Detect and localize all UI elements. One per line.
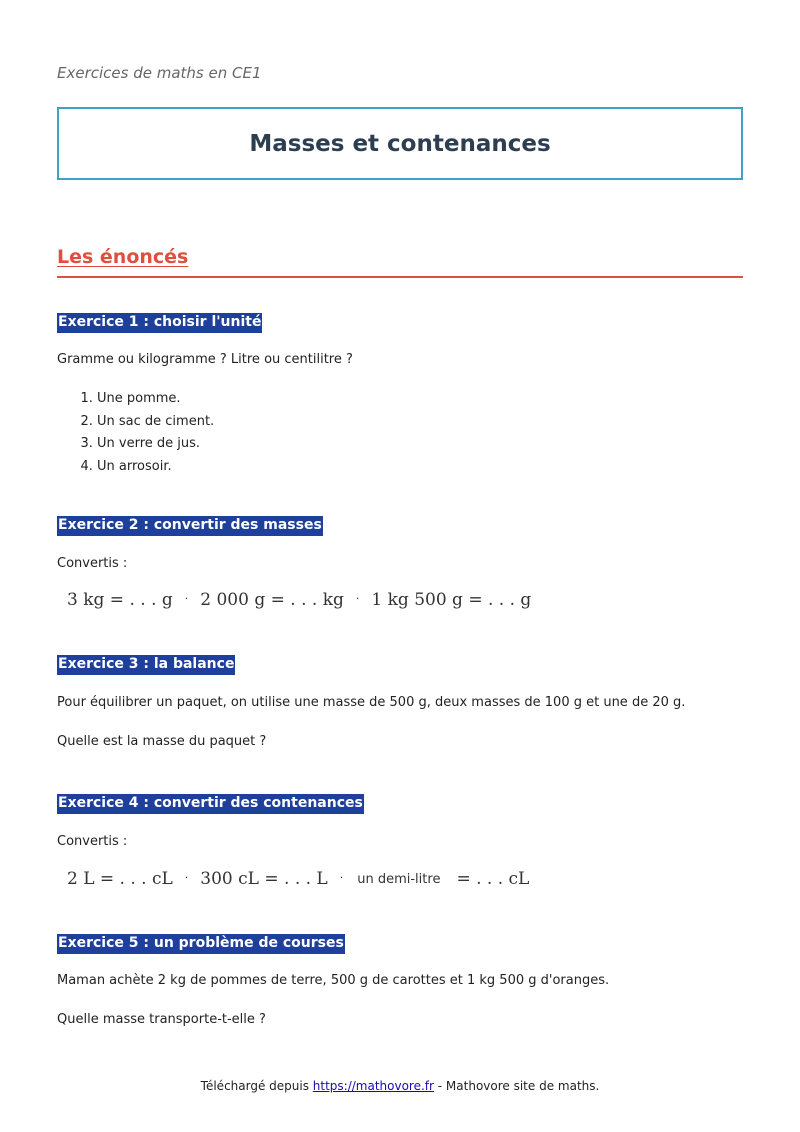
- exercise-1-list: [57, 388, 214, 478]
- exercise-5-line: Maman achète 2 kg de pommes de terre, 500 g de carottes et 1 kg 500 g d'oranges.: [57, 973, 610, 988]
- math-expression: 1 kg 500 g = . . . g: [371, 590, 532, 610]
- math-expression: = . . . cL: [456, 869, 530, 889]
- page-subtitle: Exercices de maths en CE1: [57, 64, 262, 82]
- exercise-3-line: Pour équilibrer un paquet, on utilise une masse de 500 g, deux masses de 100 g et une de 20 g.: [57, 695, 686, 710]
- exercise-1-title: Exercice 1 : choisir l'unité: [57, 313, 262, 333]
- page-title: Masses et contenances: [249, 130, 551, 157]
- exercise-3-title: Exercice 3 : la balance: [57, 655, 235, 675]
- list-item: 2. Un sac de ciment.: [97, 411, 214, 434]
- math-expression: 300 cL = . . . L: [200, 869, 328, 889]
- list-item: 4. Un arrosoir.: [97, 456, 214, 479]
- math-text: un demi-litre: [357, 872, 441, 887]
- separator: ·: [184, 592, 189, 605]
- exercise-5-question: Quelle masse transporte-t-elle ?: [57, 1012, 266, 1027]
- exercise-3-question: Quelle est la masse du paquet ?: [57, 734, 267, 749]
- exercise-4-title: Exercice 4 : convertir des contenances: [57, 794, 364, 814]
- exercise-5-title: Exercice 5 : un problème de courses: [57, 934, 345, 954]
- math-expression: 3 kg = . . . g: [67, 590, 173, 610]
- separator: ·: [184, 871, 189, 884]
- exercise-1-intro: Gramme ou kilogramme ? Litre ou centilitre ?: [57, 352, 353, 367]
- exercise-4-math: [67, 869, 529, 889]
- section-title: Les énoncés: [57, 246, 743, 278]
- separator: ·: [355, 592, 360, 605]
- list-item: 1. Une pomme.: [97, 388, 214, 411]
- list-item: 3. Un verre de jus.: [97, 433, 214, 456]
- title-box: [57, 107, 743, 180]
- exercise-2-title: Exercice 2 : convertir des masses: [57, 516, 323, 536]
- footer-suffix: - Mathovore site de maths.: [433, 1079, 600, 1093]
- exercise-2-intro: Convertis :: [57, 556, 128, 571]
- math-expression: 2 000 g = . . . kg: [200, 590, 344, 610]
- exercise-4-intro: Convertis :: [57, 834, 128, 849]
- footer: [0, 1079, 800, 1093]
- math-expression: 2 L = . . . cL: [67, 869, 173, 889]
- separator: ·: [339, 871, 344, 884]
- footer-link[interactable]: https://mathovore.fr: [312, 1079, 434, 1093]
- exercise-2-math: [67, 590, 531, 610]
- footer-prefix: Téléchargé depuis: [200, 1079, 313, 1093]
